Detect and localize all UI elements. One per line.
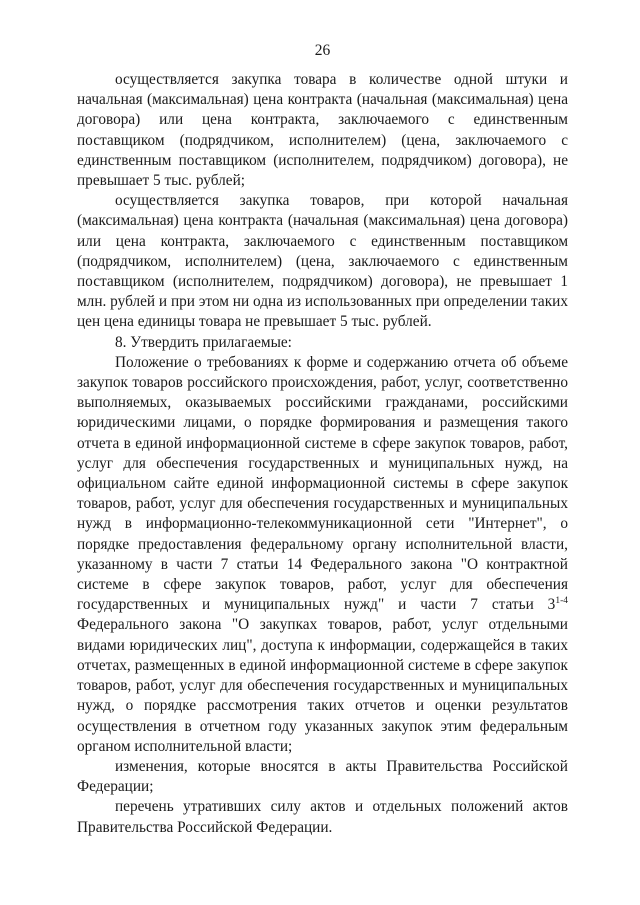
article-superscript: 1-4	[555, 596, 568, 607]
paragraph-goods-purchase: осуществляется закупка товаров, при которой начальная (максимальная) цена контракта (начальная (максимальная) цена договора) или цена контракта, заключаемого с единственным поставщиком (подрядчиком, исполнителем) (цена, заключаемого с единственным поставщиком (исполнителем, подрядчиком) договора), не превышает 1 млн. рублей и при этом ни одна из использованных при определении таких цен цена единицы товара не превышает 5 тыс. рублей.	[77, 192, 568, 331]
paragraph-regulation-requirements	[77, 353, 568, 757]
page-number: 26	[314, 42, 331, 59]
paragraph-amendments: изменения, которые вносятся в акты Правительства Российской Федерации;	[77, 757, 568, 796]
paragraph-repealed-acts: перечень утративших силу актов и отдельных положений актов Правительства Российской Федерации.	[77, 798, 568, 836]
regulation-text-part-2: Федерального закона "О закупках товаров, работ, услуг отдельными видами юридических лиц", доступа к информации, содержащейся в таких отчетах, размещенных в единой информационной системе в сфере закупок товаров, работ, услуг для обеспечения государственных и муниципальных нужд, о порядке рассмотрения таких отчетов и оценки результатов осуществления в отчетном году указанных закупок этим федеральным органом исполнительной власти;	[77, 616, 568, 755]
paragraph-single-item-purchase: осуществляется закупка товара в количестве одной штуки и начальная (максимальная) цена контракта (начальная (максимальная) цена договора) или цена контракта, заключаемого с единственным поставщиком (подрядчиком, исполнителем) (цена, заключаемого с единственным поставщиком (исполнителем, подрядчиком) договора), не превышает 5 тыс. рублей;	[77, 71, 568, 190]
document-body	[77, 70, 568, 838]
regulation-text-part-1: Положение о требованиях к форме и содержанию отчета об объеме закупок товаров российского происхождения, работ, услуг, соответственно выполняемых, оказываемых российскими гражданами, российскими юридическими лицами, о порядке формирования и размещения такого отчета в единой информационной системе в сфере закупок товаров, работ, услуг для обеспечения государственных и муниципальных нужд, на официальном сайте единой информационной системы в сфере закупок товаров, работ, услуг для обеспечения государственных и муниципальных нужд в информационно-телекоммуникационной сети "Интернет", о порядке предоставления федеральному органу исполнительной власти, указанному в части 7 статьи 14 Федерального закона "О контрактной системе в сфере закупок товаров, работ, услуг для обеспечения государственных и муниципальных нужд" и части 7 статьи 3	[77, 353, 568, 614]
paragraph-approve-attached: 8. Утвердить прилагаемые:	[115, 333, 292, 351]
